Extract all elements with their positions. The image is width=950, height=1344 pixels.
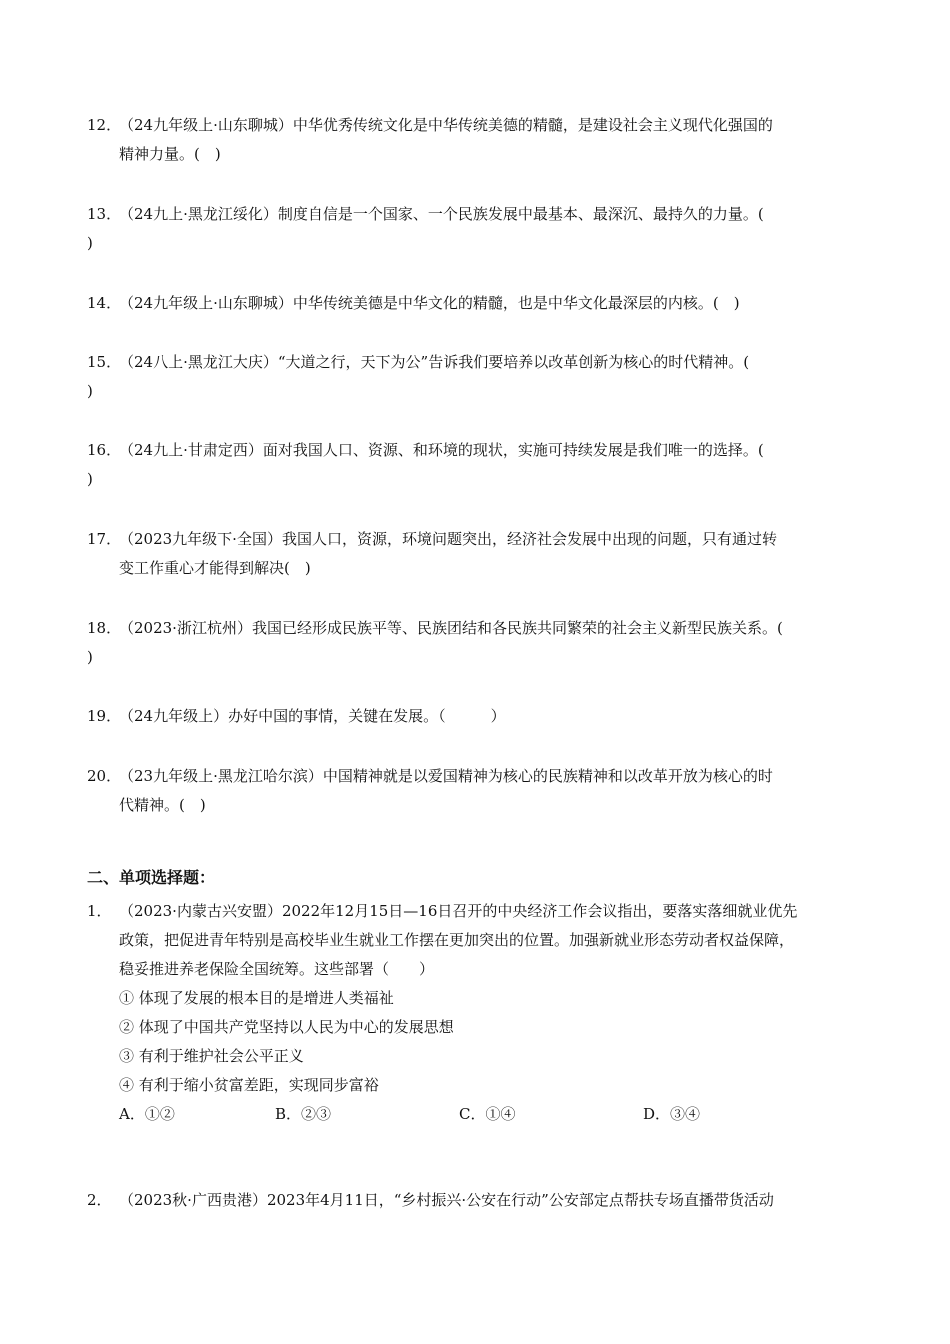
question-text: （24八上·黑龙江大庆）“大道之行，天下为公”告诉我们要培养以改革创新为核心的时代精神。( bbox=[119, 353, 750, 371]
question-text: ) bbox=[87, 234, 93, 252]
question-text: 精神力量。( ) bbox=[119, 145, 221, 163]
question-text: （23九年级上·黑龙江哈尔滨）中国精神就是以爱国精神为核心的民族精神和以改革开放为核心的时 bbox=[119, 767, 773, 785]
question-number: 12． bbox=[87, 116, 122, 134]
question-number: 17． bbox=[87, 530, 122, 548]
question-15 bbox=[87, 348, 867, 406]
question-19 bbox=[87, 702, 867, 731]
question-text: （24九上·甘肃定西）面对我国人口、资源、和环境的现状，实施可持续发展是我们唯一的选择。( bbox=[119, 441, 764, 459]
question-text: （24九上·黑龙江绥化）制度自信是一个国家、一个民族发展中最基本、最深沉、最持久的力量。( bbox=[119, 205, 764, 223]
statement-option: ④ 有利于缩小贫富差距，实现同步富裕 bbox=[119, 1076, 379, 1094]
question-text: ) bbox=[87, 470, 93, 488]
question-14 bbox=[87, 289, 867, 318]
question-text: 稳妥推进养老保险全国统筹。这些部署（ ） bbox=[119, 960, 435, 978]
choice-a: A．①② bbox=[119, 1105, 175, 1123]
question-18 bbox=[87, 614, 867, 672]
question-text: 变工作重心才能得到解决( ) bbox=[119, 559, 311, 577]
choice-c: C．①④ bbox=[459, 1105, 516, 1123]
question-text: 政策，把促进青年特别是高校毕业生就业工作摆在更加突出的位置。加强新就业形态劳动者权益保障， bbox=[119, 931, 795, 949]
question-number: 14． bbox=[87, 294, 122, 312]
section-title-single-choice: 二、单项选择题： bbox=[87, 868, 216, 887]
question-text: ) bbox=[87, 382, 93, 400]
question-number: 15． bbox=[87, 353, 122, 371]
question-number: 16． bbox=[87, 441, 122, 459]
question-number: 1． bbox=[87, 902, 112, 920]
question-text: （2023·内蒙古兴安盟）2022年12月15日—16日召开的中央经济工作会议指出，要落实落细就业优先 bbox=[119, 902, 798, 920]
question-number: 20． bbox=[87, 767, 122, 785]
question-text: （2023秋·广西贵港）2023年4月11日，“乡村振兴·公安在行动”公安部定点帮扶专场直播带货活动 bbox=[119, 1191, 774, 1209]
choice-d: D．③④ bbox=[643, 1105, 701, 1123]
question-number: 18． bbox=[87, 619, 122, 637]
question-number: 19． bbox=[87, 707, 122, 725]
question-number: 2． bbox=[87, 1191, 112, 1209]
answer-choices bbox=[119, 1100, 867, 1129]
statement-option: ③ 有利于维护社会公平正义 bbox=[119, 1047, 304, 1065]
choice-b: B．②③ bbox=[275, 1105, 332, 1123]
question-text: （2023·浙江杭州）我国已经形成民族平等、民族团结和各民族共同繁荣的社会主义新型民族关系。( bbox=[119, 619, 783, 637]
question-17 bbox=[87, 525, 867, 583]
statement-option: ② 体现了中国共产党坚持以人民为中心的发展思想 bbox=[119, 1018, 454, 1036]
question-number: 13． bbox=[87, 205, 122, 223]
question-text: （24九年级上）办好中国的事情，关键在发展。（ ） bbox=[119, 707, 506, 725]
question-text: 代精神。( ) bbox=[119, 796, 206, 814]
question-text: （2023九年级下·全国）我国人口，资源，环境问题突出，经济社会发展中出现的问题，只有通过转 bbox=[119, 530, 777, 548]
question-text: （24九年级上·山东聊城）中华优秀传统文化是中华传统美德的精髓，是建设社会主义现代化强国的 bbox=[119, 116, 773, 134]
choice-question-1 bbox=[87, 897, 867, 1129]
question-text: ) bbox=[87, 648, 93, 666]
statement-option: ① 体现了发展的根本目的是增进人类福祉 bbox=[119, 989, 394, 1007]
choice-question-2 bbox=[87, 1186, 867, 1215]
question-16 bbox=[87, 436, 867, 494]
question-12 bbox=[87, 111, 867, 169]
question-20 bbox=[87, 762, 867, 820]
question-13 bbox=[87, 200, 867, 258]
question-text: （24九年级上·山东聊城）中华传统美德是中华文化的精髓，也是中华文化最深层的内核。( ) bbox=[119, 294, 740, 312]
